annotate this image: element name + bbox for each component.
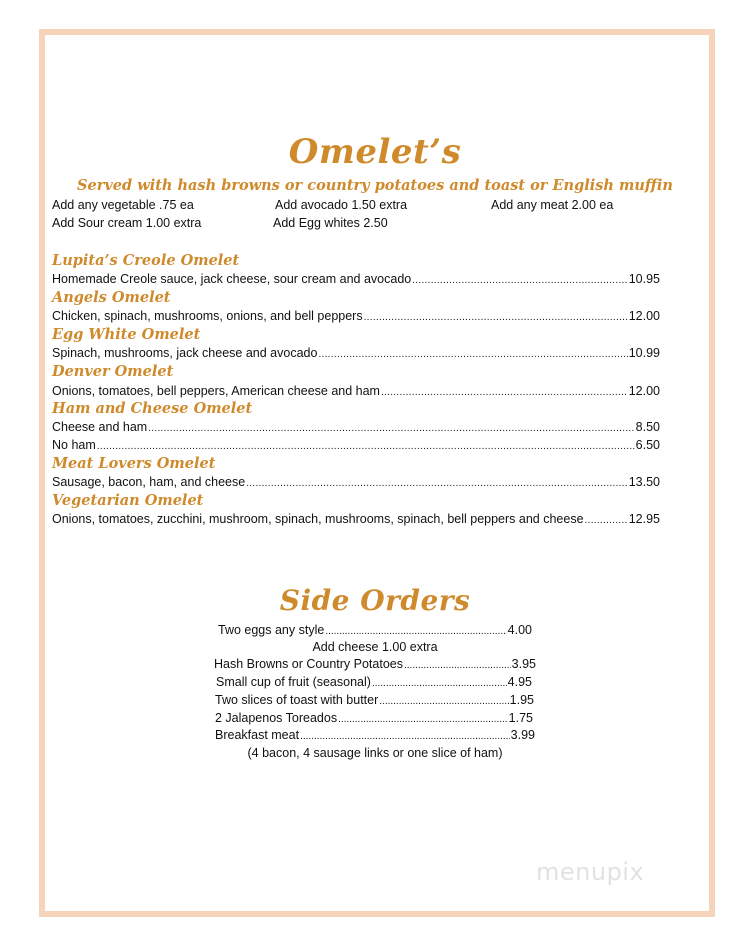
side-item-row: [216, 675, 532, 689]
menu-item-row: [52, 475, 660, 489]
side-item-row: [215, 711, 533, 725]
side-description: Two slices of toast with butter: [215, 693, 379, 707]
menu-item-row: [52, 346, 660, 360]
dot-leader: [97, 441, 635, 452]
side-description: Breakfast meat: [215, 728, 300, 742]
omelet-egg-white: Egg White Omelet: [52, 326, 201, 343]
extra-egg-whites: Add Egg whites 2.50: [273, 216, 388, 230]
side-price: 4.95: [507, 675, 532, 689]
item-description: Cheese and ham: [52, 420, 148, 434]
menu-item-row: [52, 309, 660, 323]
omelet-ham-and-cheese: Ham and Cheese Omelet: [52, 400, 253, 417]
item-description: Chicken, spinach, mushrooms, onions, and bell peppers: [52, 309, 363, 323]
menu-item-row: [52, 438, 660, 452]
omelet-angels: Angels Omelet: [52, 289, 171, 306]
side-price: 3.95: [511, 657, 536, 671]
extra-sour-cream: Add Sour cream 1.00 extra: [52, 216, 202, 230]
item-description: Sausage, bacon, ham, and cheese: [52, 475, 246, 489]
omelet-vegetarian: Vegetarian Omelet: [52, 492, 204, 509]
omelet-meat-lovers: Meat Lovers Omelet: [52, 455, 216, 472]
dot-leader: [364, 312, 628, 323]
item-price: 12.95: [628, 512, 660, 526]
item-description: Homemade Creole sauce, jack cheese, sour cream and avocado: [52, 272, 412, 286]
side-description: 2 Jalapenos Toreados: [215, 711, 338, 725]
menu-item-row: [52, 420, 660, 434]
menupix-watermark: menupix: [536, 858, 645, 886]
menu-item-row: [52, 512, 660, 526]
omelet-denver: Denver Omelet: [52, 363, 174, 380]
dot-leader: [325, 626, 506, 637]
item-price: 8.50: [635, 420, 660, 434]
dot-leader: [372, 678, 507, 689]
dot-leader: [404, 660, 511, 671]
dot-leader: [338, 714, 508, 725]
dot-leader: [412, 275, 628, 286]
side-price: 3.99: [510, 728, 535, 742]
item-price: 13.50: [628, 475, 660, 489]
item-description: No ham: [52, 438, 96, 452]
side-item-row: [218, 623, 532, 637]
dot-leader: [246, 478, 628, 489]
side-item-row: [214, 657, 536, 671]
extra-meat: Add any meat 2.00 ea: [491, 198, 614, 212]
item-price: 12.00: [628, 384, 660, 398]
side-note: Add cheese 1.00 extra: [312, 640, 438, 654]
dot-leader: [381, 387, 628, 398]
dot-leader: [379, 696, 508, 707]
item-description: Onions, tomatoes, bell peppers, American cheese and ham: [52, 384, 380, 398]
dot-leader: [318, 349, 627, 360]
menu-item-row: [52, 384, 660, 398]
dot-leader: [300, 731, 510, 742]
dot-leader: [148, 423, 634, 434]
item-description: Spinach, mushrooms, jack cheese and avocado: [52, 346, 318, 360]
extra-vegetable: Add any vegetable .75 ea: [52, 198, 194, 212]
item-price: 10.99: [628, 346, 660, 360]
side-description: Small cup of fruit (seasonal): [216, 675, 371, 689]
dot-leader: [585, 515, 628, 526]
side-price: 1.75: [508, 711, 533, 725]
item-price: 10.95: [628, 272, 660, 286]
omelet-lupitas-creole: Lupita’s Creole Omelet: [52, 252, 240, 269]
item-price: 12.00: [628, 309, 660, 323]
menu-item-row: [52, 272, 660, 286]
side-price: 4.00: [507, 623, 532, 637]
side-description: Two eggs any style: [218, 623, 325, 637]
extra-avocado: Add avocado 1.50 extra: [275, 198, 408, 212]
omelets-subtitle: Served with hash browns or country potatoes and toast or English muffin: [77, 177, 673, 194]
side-orders-title: Side Orders: [279, 584, 471, 617]
item-description: Onions, tomatoes, zucchini, mushroom, spinach, mushrooms, spinach, bell peppers and cheese: [52, 512, 584, 526]
side-description: Hash Browns or Country Potatoes: [214, 657, 403, 671]
side-price: 1.95: [509, 693, 534, 707]
item-price: 6.50: [635, 438, 660, 452]
side-item-row: [215, 728, 535, 742]
omelets-title: Omelet’s: [288, 132, 462, 172]
side-item-row: [215, 693, 534, 707]
side-note: (4 bacon, 4 sausage links or one slice of ham): [247, 746, 503, 760]
